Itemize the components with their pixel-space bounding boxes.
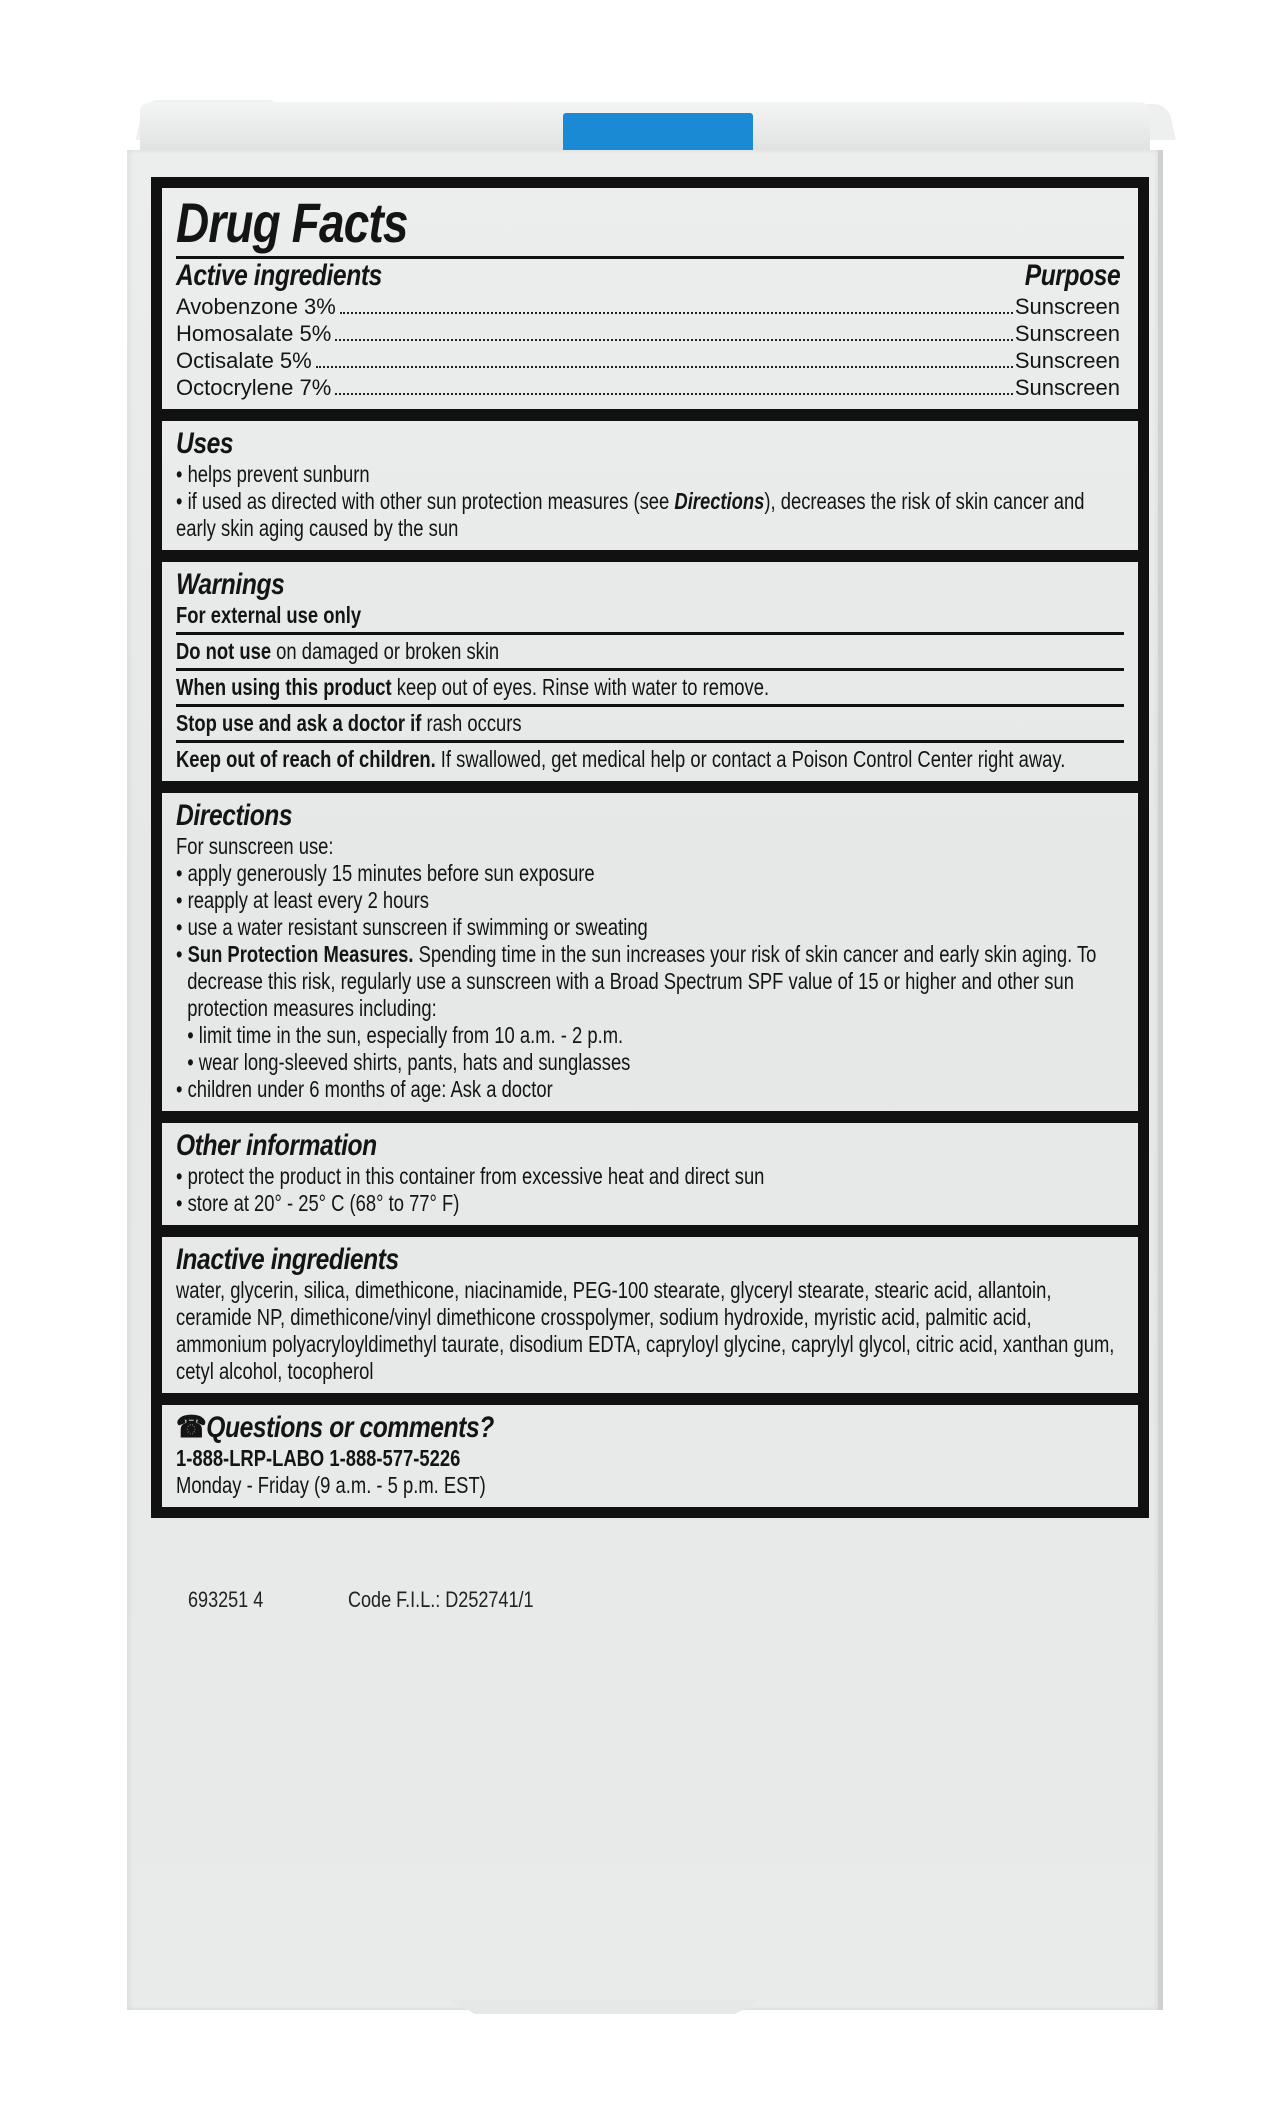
dot-leader bbox=[316, 365, 1013, 368]
directions-item: • use a water resistant sunscreen if swimming or sweating bbox=[176, 914, 1124, 941]
section-inactive-ingredients bbox=[162, 1225, 1138, 1393]
warning-rule bbox=[176, 704, 1124, 707]
drug-facts-title: Drug Facts bbox=[176, 191, 408, 254]
section-uses bbox=[162, 409, 1138, 550]
questions-heading: Questions or comments? bbox=[206, 1411, 494, 1444]
other-information-list bbox=[176, 1163, 1124, 1217]
stop-use-text: rash occurs bbox=[421, 710, 522, 736]
warnings-body bbox=[176, 602, 1124, 773]
directions-item: • apply generously 15 minutes before sun exposure bbox=[176, 860, 1124, 887]
footer-codes bbox=[188, 1587, 574, 1613]
warning-rule bbox=[176, 668, 1124, 671]
warnings-heading: Warnings bbox=[176, 568, 285, 601]
dot-leader bbox=[335, 392, 1013, 395]
phone-icon: ☎ bbox=[176, 1411, 207, 1444]
active-header-row bbox=[176, 259, 1124, 293]
ingredient-row bbox=[176, 374, 1120, 401]
uses-item: • helps prevent sunburn bbox=[176, 461, 1124, 488]
active-ingredients-list bbox=[176, 293, 1124, 401]
directions-item: • reapply at least every 2 hours bbox=[176, 887, 1124, 914]
spm-label: Sun Protection Measures. bbox=[187, 941, 414, 967]
ingredient-purpose: Sunscreen bbox=[1014, 294, 1120, 319]
other-information-heading: Other information bbox=[176, 1129, 377, 1162]
other-info-item: • store at 20° - 25° C (68° to 77° F) bbox=[176, 1190, 1124, 1217]
external-use-label: For external use only bbox=[176, 602, 362, 628]
section-other-information bbox=[162, 1111, 1138, 1225]
directions-body bbox=[176, 833, 1124, 1103]
uses-heading: Uses bbox=[176, 427, 234, 460]
uses-list bbox=[176, 461, 1124, 542]
dot-leader bbox=[335, 338, 1013, 341]
ingredient-row bbox=[176, 347, 1120, 374]
directions-intro: For sunscreen use: bbox=[176, 833, 334, 859]
do-not-use-text: on damaged or broken skin bbox=[271, 638, 500, 664]
section-directions bbox=[162, 781, 1138, 1111]
directions-reference: Directions bbox=[674, 488, 765, 514]
active-ingredients-heading: Active ingredients bbox=[176, 259, 382, 292]
dot-leader bbox=[340, 311, 1013, 314]
do-not-use-label: Do not use bbox=[176, 638, 272, 664]
when-using-label: When using this product bbox=[176, 674, 392, 700]
ingredient-row bbox=[176, 320, 1120, 347]
warning-rule bbox=[176, 740, 1124, 743]
inactive-ingredients-text: water, glycerin, silica, dimethicone, niacinamide, PEG-100 stearate, glyceryl stearate, stearic acid, allantoin, ceramide NP, dimethicone/vinyl dimethicone crosspolymer, sodium hydroxide, myristic acid, palmitic acid, ammonium polyacryloyldimethyl taurate, disodium EDTA, capryloyl glycine, caprylyl glycol, citric acid, xanthan gum, cetyl alcohol, tocopherol bbox=[176, 1277, 1115, 1384]
ingredient-purpose: Sunscreen bbox=[1014, 375, 1120, 400]
blue-tab bbox=[563, 113, 753, 155]
questions-heading-row bbox=[176, 1411, 953, 1445]
box-bottom-tab bbox=[450, 2000, 760, 2014]
when-using-text: keep out of eyes. Rinse with water to remove. bbox=[391, 674, 770, 700]
uses-item-text: if used as directed with other sun protection measures (see bbox=[187, 488, 675, 514]
spm-text: Spending time in the sun increases your risk of skin cancer and early skin aging. To decrease this risk, regularly use a sunscreen with a Broad Spectrum SPF value of 15 or higher and other sun protection measures including: bbox=[187, 941, 1097, 1021]
ingredient-row bbox=[176, 293, 1120, 320]
drug-facts-panel bbox=[151, 177, 1149, 1518]
section-active-ingredients bbox=[162, 188, 1138, 409]
ingredient-name: Avobenzone 3% bbox=[176, 294, 336, 319]
warning-do-not-use bbox=[176, 638, 1124, 665]
uses-item-text: ), decreases the risk of skin cancer and early skin aging caused by the sun bbox=[176, 488, 1085, 541]
section-questions bbox=[162, 1393, 1138, 1507]
keep-out-label: Keep out of reach of children. bbox=[176, 746, 436, 772]
box-side-edge bbox=[1158, 150, 1163, 2010]
ingredient-name: Octocrylene 7% bbox=[176, 375, 332, 400]
lot-number: 693251 4 bbox=[188, 1587, 264, 1612]
uses-item bbox=[176, 488, 1124, 542]
fil-code: Code F.I.L.: D252741/1 bbox=[348, 1587, 534, 1612]
ingredient-name: Octisalate 5% bbox=[176, 348, 312, 373]
inactive-ingredients-heading: Inactive ingredients bbox=[176, 1243, 399, 1276]
sun-protection-measures bbox=[176, 941, 1124, 1022]
phone-numbers[interactable]: 1-888-LRP-LABO 1-888-577-5226 bbox=[176, 1445, 461, 1471]
spm-subitem: • wear long-sleeved shirts, pants, hats and sunglasses bbox=[176, 1049, 1124, 1076]
warning-keep-out bbox=[176, 746, 1124, 773]
directions-children: • children under 6 months of age: Ask a doctor bbox=[176, 1076, 1124, 1103]
warning-rule bbox=[176, 632, 1124, 635]
section-warnings bbox=[162, 550, 1138, 781]
support-hours: Monday - Friday (9 a.m. - 5 p.m. EST) bbox=[176, 1472, 486, 1498]
stop-use-label: Stop use and ask a doctor if bbox=[176, 710, 422, 736]
ingredient-name: Homosalate 5% bbox=[176, 321, 332, 346]
warning-stop-use bbox=[176, 710, 1124, 737]
ingredient-purpose: Sunscreen bbox=[1014, 321, 1120, 346]
directions-heading: Directions bbox=[176, 799, 293, 832]
purpose-heading: Purpose bbox=[1025, 259, 1121, 292]
external-use-only bbox=[176, 602, 1124, 629]
warning-when-using bbox=[176, 674, 1124, 701]
other-info-item: • protect the product in this container from excessive heat and direct sun bbox=[176, 1163, 1124, 1190]
spm-subitem: • limit time in the sun, especially from 10 a.m. - 2 p.m. bbox=[176, 1022, 1124, 1049]
ingredient-purpose: Sunscreen bbox=[1014, 348, 1120, 373]
questions-body bbox=[176, 1445, 1124, 1499]
keep-out-text: If swallowed, get medical help or contact a Poison Control Center right away. bbox=[435, 746, 1066, 772]
